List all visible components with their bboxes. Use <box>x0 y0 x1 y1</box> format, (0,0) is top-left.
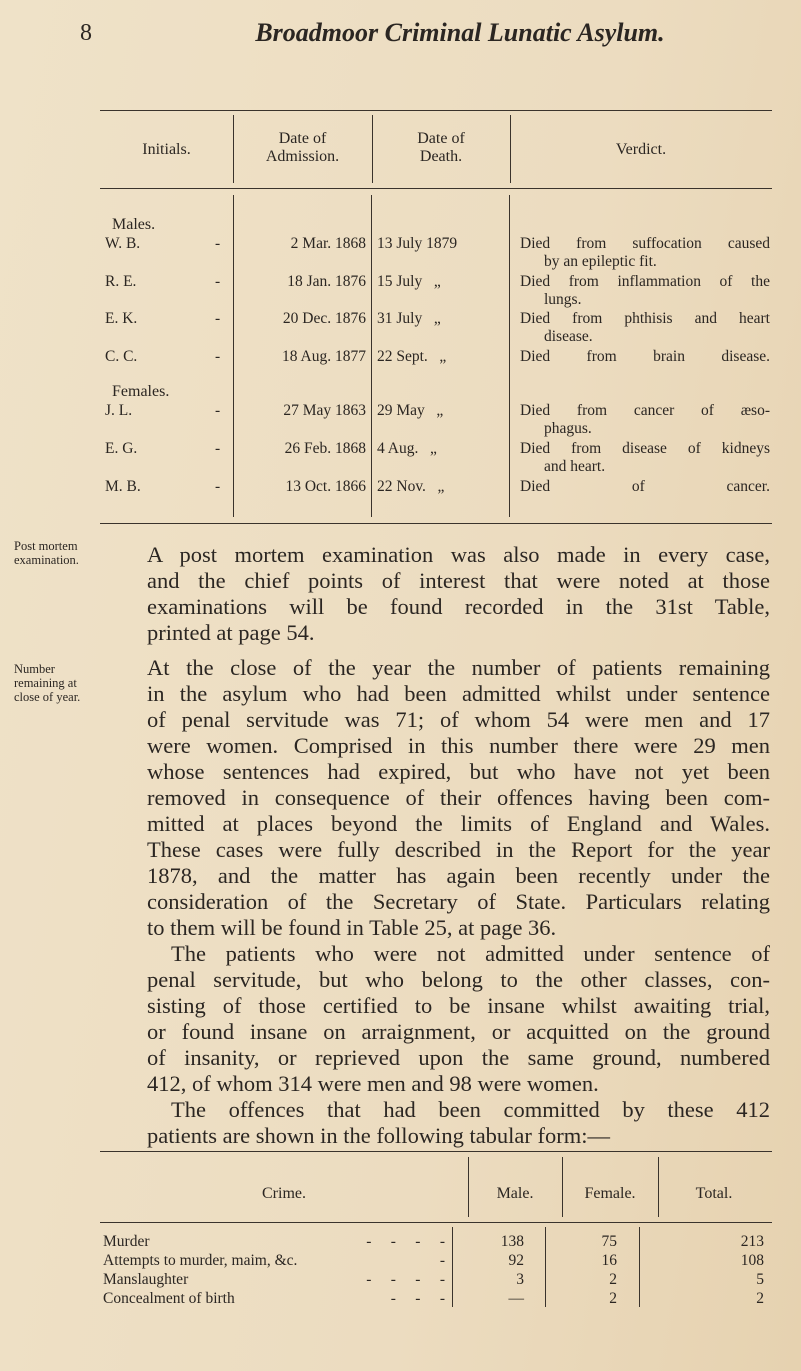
total-cell: 2 <box>756 1290 764 1307</box>
crime-cell: Concealment of birth <box>103 1290 235 1307</box>
male-cell: 138 <box>500 1233 524 1250</box>
dash: - <box>215 272 221 290</box>
paragraph-line: in the asylum who had been admitted whilst under sentence <box>147 681 770 706</box>
total-cell: 5 <box>756 1271 764 1288</box>
initials-cell: C. C. <box>105 347 138 365</box>
paragraph-line: examinations will be found recorded in the 31st Table, <box>147 594 770 619</box>
initials-cell: J. L. <box>105 402 133 419</box>
verdict-line: Died from cancer of æso- <box>520 402 770 419</box>
leader-dashes: - - - - <box>366 1271 445 1288</box>
female-cell: 75 <box>601 1233 617 1250</box>
header-admission <box>233 130 372 166</box>
header-male: Male. <box>496 1185 534 1202</box>
column-divider <box>639 1227 640 1307</box>
verdict-cell <box>520 478 770 496</box>
verdict-line: and heart. <box>544 458 606 475</box>
header-death <box>372 130 510 166</box>
death-cell: 22 Sept. „ <box>377 347 447 365</box>
initials-cell: E. G. <box>105 440 138 457</box>
paragraph-line: The patients who were not admitted under sentence of <box>171 941 770 966</box>
verdict-line: Died from inflammation of the <box>520 272 770 290</box>
group-label: Males. <box>112 216 156 233</box>
header-female: Female. <box>584 1185 636 1202</box>
verdict-line: Died from brain disease. <box>520 347 770 365</box>
header-initials: Initials. <box>142 141 191 158</box>
dash: - <box>215 235 221 252</box>
death-cell: 29 May „ <box>377 402 444 419</box>
paragraph-line: consideration of the Secretary of State. Particulars relating <box>147 889 770 914</box>
margin-note <box>14 662 80 704</box>
death-cell: 22 Nov. „ <box>377 477 445 495</box>
female-cell: 2 <box>609 1290 617 1307</box>
death-cell: 15 July „ <box>377 272 441 290</box>
paragraph-line: A post mortem examination was also made in every case, <box>147 542 770 567</box>
total-cell: 108 <box>740 1252 764 1269</box>
dash: - <box>215 477 221 495</box>
verdict-cell <box>520 235 770 271</box>
verdict-line: Died from suffocation caused <box>520 235 770 252</box>
table-header-rule <box>100 1222 772 1223</box>
header-line: Death. <box>419 148 463 165</box>
column-divider <box>371 195 372 517</box>
verdict-line: disease. <box>544 328 593 345</box>
margin-note-line: Post mortem <box>14 539 78 553</box>
header-total: Total. <box>695 1185 733 1202</box>
verdict-cell <box>520 348 770 366</box>
paragraph-line: were women. Comprised in this number there were 29 men <box>147 733 770 758</box>
crime-cell: Attempts to murder, maim, &c. <box>103 1252 298 1269</box>
crime-cell: Manslaughter <box>103 1271 189 1288</box>
death-cell: 13 July 1879 <box>377 235 458 252</box>
table-header-rule <box>100 188 772 189</box>
dash: - <box>215 402 221 419</box>
header-crime: Crime. <box>262 1185 306 1202</box>
paragraph-line: mitted at places beyond the limits of England and Wales. <box>147 811 770 836</box>
admission-cell: 13 Oct. 1866 <box>285 477 366 495</box>
verdict-line: Died from phthisis and heart <box>520 310 770 327</box>
margin-note-line: Number <box>14 662 55 676</box>
verdict-line: Died of cancer. <box>520 477 770 495</box>
paragraph-line: At the close of the year the number of patients remaining <box>147 655 770 680</box>
leader-dashes: - - - - <box>366 1233 445 1250</box>
female-cell: 2 <box>609 1271 617 1288</box>
group-label: Females. <box>112 383 170 400</box>
paragraph-line: 1878, and the matter has again been recently under the <box>147 863 770 888</box>
verdict-line: phagus. <box>544 420 592 437</box>
admission-cell: 20 Dec. 1876 <box>282 310 366 327</box>
paragraph-line: or found insane on arraignment, or acquitted on the ground <box>147 1019 770 1044</box>
verdict-cell <box>520 273 770 309</box>
admission-cell: 18 Aug. 1877 <box>282 347 366 365</box>
paragraph-line: to them will be found in Table 25, at page 36. <box>147 915 557 940</box>
column-divider <box>233 195 234 517</box>
header-line: Date of <box>417 130 465 147</box>
paragraph-line: removed in consequence of their offences having been com- <box>147 785 770 810</box>
crime-cell: Murder <box>103 1233 150 1250</box>
total-cell: 213 <box>740 1233 764 1250</box>
male-cell: 92 <box>508 1252 524 1269</box>
leader-dashes: - <box>439 1252 445 1269</box>
table-bottom-rule <box>100 523 772 524</box>
verdict-line: by an epileptic fit. <box>544 253 657 270</box>
page-number: 8 <box>80 20 92 46</box>
header-line: Admission. <box>265 148 340 165</box>
admission-cell: 26 Feb. 1868 <box>284 440 366 457</box>
death-cell: 4 Aug. „ <box>377 440 437 457</box>
verdict-line: Died from disease of kidneys <box>520 440 770 457</box>
paragraph-line: patients are shown in the following tabular form:— <box>147 1123 611 1148</box>
male-cell: 3 <box>516 1271 524 1288</box>
death-cell: 31 July „ <box>377 310 441 327</box>
paragraph-line: of insanity, or reprieved upon the same ground, numbered <box>147 1045 770 1070</box>
verdict-cell <box>520 310 770 346</box>
male-cell: — <box>508 1290 524 1307</box>
initials-cell: M. B. <box>105 477 141 495</box>
verdict-cell <box>520 440 770 476</box>
verdict-cell <box>520 402 770 438</box>
table-top-rule <box>100 110 772 111</box>
header-verdict: Verdict. <box>615 141 667 158</box>
dash: - <box>215 310 221 327</box>
margin-note-line: remaining at <box>14 676 77 690</box>
margin-note-line: close of year. <box>14 690 81 704</box>
paragraph-line: The offences that had been committed by these 412 <box>171 1097 770 1122</box>
paragraph-line: penal servitude, but who belong to the other classes, con- <box>147 967 770 992</box>
dash: - <box>215 347 221 365</box>
paragraph-line: 412, of whom 314 were men and 98 were women. <box>147 1071 599 1096</box>
leader-dashes: - - - <box>390 1290 445 1307</box>
margin-note <box>14 539 79 567</box>
admission-cell: 27 May 1863 <box>283 402 366 419</box>
header-line: Date of <box>278 130 327 147</box>
running-title: Broadmoor Criminal Lunatic Asylum. <box>255 18 665 47</box>
admission-cell: 18 Jan. 1876 <box>287 272 366 290</box>
paragraph-line: and the chief points of interest that were noted at those <box>147 568 770 593</box>
female-cell: 16 <box>601 1252 617 1269</box>
margin-note-line: examination. <box>14 553 79 567</box>
initials-cell: E. K. <box>105 310 138 327</box>
dash: - <box>215 440 221 457</box>
initials-cell: R. E. <box>105 272 137 290</box>
column-divider <box>452 1227 453 1307</box>
paragraph-line: sisting of those certified to be insane whilst awaiting trial, <box>147 993 770 1018</box>
verdict-line: lungs. <box>544 290 582 308</box>
initials-cell: W. B. <box>105 235 141 252</box>
admission-cell: 2 Mar. 1868 <box>290 235 366 252</box>
paragraph-line: whose sentences had expired, but who have not yet been <box>147 759 770 784</box>
paragraph-line: These cases were fully described in the Report for the year <box>147 837 770 862</box>
paragraph-line: printed at page 54. <box>147 620 315 645</box>
paragraph-line: of penal servitude was 71; of whom 54 were men and 17 <box>147 707 770 732</box>
column-divider <box>545 1227 546 1307</box>
column-divider <box>509 195 510 517</box>
table-top-rule <box>100 1151 772 1152</box>
